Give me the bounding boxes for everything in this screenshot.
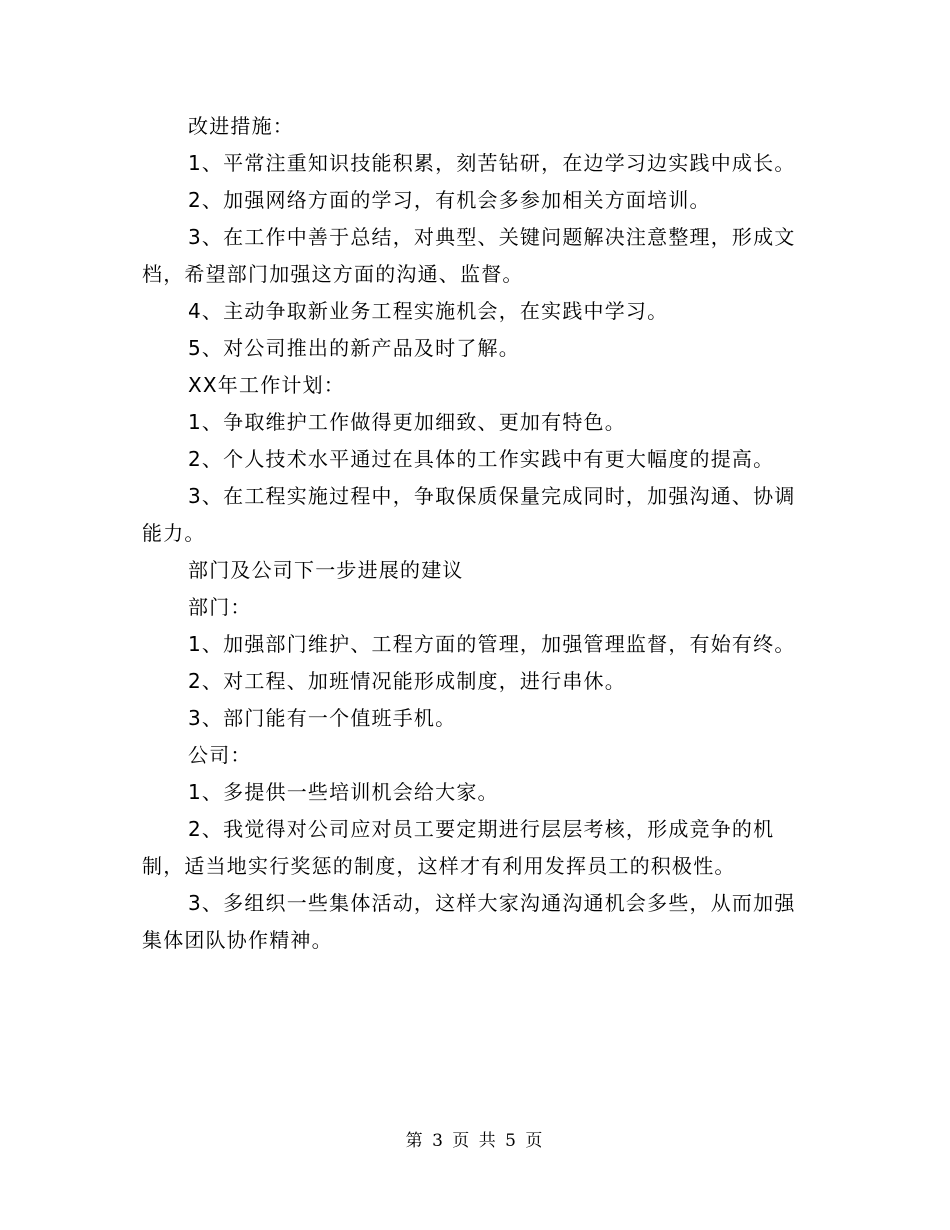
list-item: 3、在工作中善于总结，对典型、关键问题解决注意整理，形成文档，希望部门加强这方面的沟通、监督。 <box>142 225 796 286</box>
list-item: 1、平常注重知识技能积累，刻苦钻研，在边学习边实践中成长。 <box>188 151 796 175</box>
list-item: 3、在工程实施过程中，争取保质保量完成同时，加强沟通、协调能力。 <box>142 484 796 545</box>
heading-suggestions: 部门及公司下一步进展的建议 <box>188 558 464 582</box>
list-item: 4、主动争取新业务工程实施机会，在实践中学习。 <box>188 299 669 323</box>
list-item: 2、对工程、加班情况能形成制度，进行串休。 <box>188 669 626 693</box>
list-item: 1、多提供一些培训机会给大家。 <box>188 780 499 804</box>
heading-work-plan: XX年工作计划： <box>188 373 346 397</box>
list-item: 5、对公司推出的新产品及时了解。 <box>188 336 520 360</box>
list-item: 1、加强部门维护、工程方面的管理，加强管理监督，有始有终。 <box>188 632 796 656</box>
heading-company: 公司： <box>188 743 252 767</box>
list-item: 2、我觉得对公司应对员工要定期进行层层考核，形成竞争的机制，适当地实行奖惩的制度，这样才有利用发挥员工的积极性。 <box>142 817 775 878</box>
list-item: 3、部门能有一个值班手机。 <box>188 706 457 730</box>
heading-improvement-measures: 改进措施： <box>188 114 294 138</box>
page-number-footer: 第 3 页 共 5 页 <box>405 1131 545 1151</box>
list-item: 2、个人技术水平通过在具体的工作实践中有更大幅度的提高。 <box>188 447 775 471</box>
list-item: 1、争取维护工作做得更加细致、更加有特色。 <box>188 410 626 434</box>
list-item: 2、加强网络方面的学习，有机会多参加相关方面培训。 <box>188 188 711 212</box>
heading-department: 部门： <box>188 595 252 619</box>
list-item: 3、多组织一些集体活动，这样大家沟通沟通机会多些，从而加强集体团队协作精神。 <box>142 891 796 952</box>
document-body <box>142 108 812 959</box>
